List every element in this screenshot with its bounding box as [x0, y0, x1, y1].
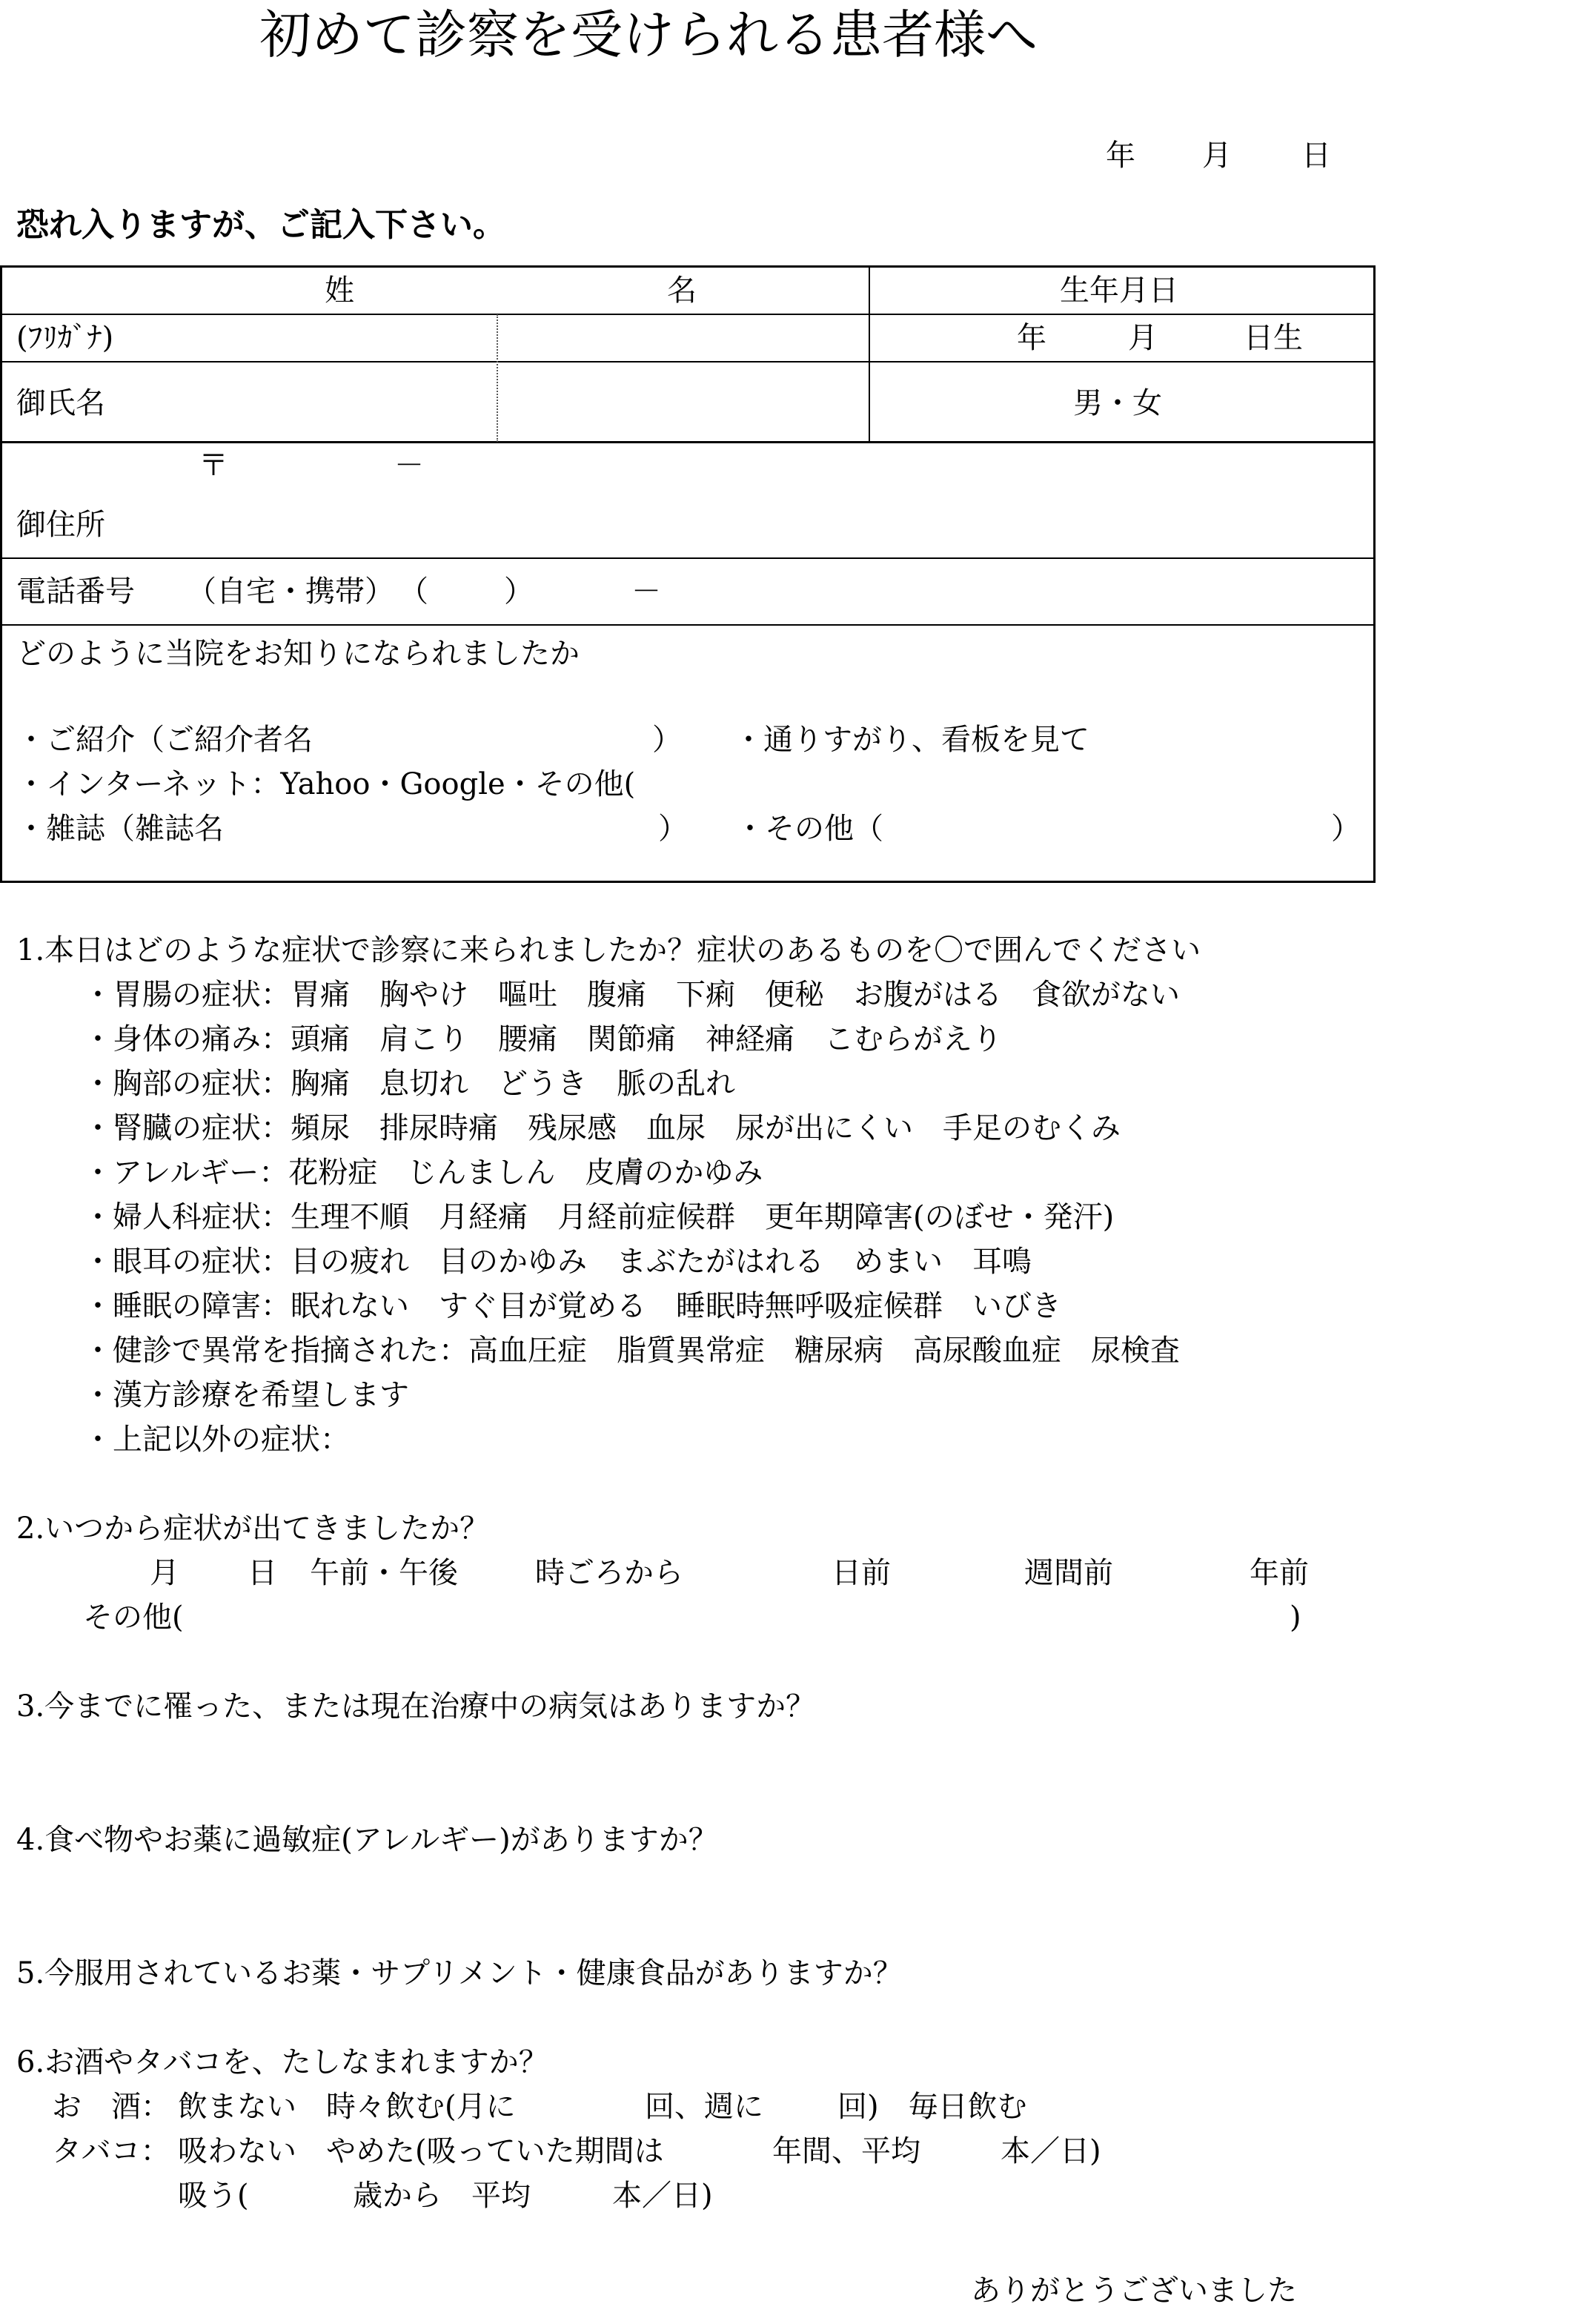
- symptom-item-kampo: ・漢方診療を希望します: [83, 1378, 409, 1412]
- question-1-title: 1.本日はどのような症状で診察に来られましたか？症状のあるものを〇で囲んでください: [16, 933, 1201, 967]
- onset-other: その他(: [83, 1600, 184, 1635]
- request-text: 恐れ入りますが、ご記入下さい。: [16, 206, 505, 244]
- onset-ampm: 午前・午後: [310, 1556, 458, 1590]
- alcohol-label: お 酒：: [52, 2090, 170, 2124]
- alcohol-options: 飲まない 時々飲む(月に: [178, 2090, 516, 2124]
- tobacco-label: タバコ：: [52, 2134, 170, 2168]
- alcohol-weekly: 回、週に: [645, 2090, 763, 2124]
- furigana-label: (ﾌﾘｶﾞﾅ): [16, 321, 114, 355]
- referral-question: どのように当院をお知りになられましたか: [16, 637, 580, 671]
- date-year-label: 年: [1106, 139, 1135, 173]
- referral-other-close: ）: [1331, 812, 1361, 846]
- phone-label: 電話番号: [16, 575, 135, 609]
- phone-paren-close: ）: [504, 575, 534, 609]
- onset-years-ago: 年前: [1250, 1556, 1309, 1590]
- page-title: 初めて診察を受けられる患者様へ: [259, 4, 1038, 65]
- question-3-title: 3.今までに罹った、または現在治療中の病気はありますか？: [16, 1689, 816, 1724]
- surname-header: 姓: [325, 274, 354, 308]
- tobacco-per-day: 本／日): [1001, 2134, 1101, 2168]
- phone-dash: －: [631, 575, 661, 609]
- tobacco-years: 年間、平均: [772, 2134, 920, 2168]
- given-name-header: 名: [667, 274, 697, 308]
- referral-option-introduction: ・ご紹介（ご紹介者名: [16, 723, 313, 757]
- smoke-current: 吸う(: [178, 2179, 249, 2213]
- question-5-title: 5.今服用されているお薬・サプリメント・健康食品がありますか？: [16, 1956, 903, 1990]
- date-day-label: 日: [1301, 139, 1331, 173]
- question-2-title: 2.いつから症状が出てきましたか？: [16, 1512, 490, 1546]
- question-4-title: 4.食べ物やお薬に過敏症(アレルギー)がありますか？: [16, 1823, 718, 1857]
- referral-introduction-close: ）: [652, 723, 682, 757]
- phone-paren-open: （: [399, 575, 428, 609]
- name-label: 御氏名: [16, 386, 105, 420]
- closing-text: ありがとうございました: [971, 2274, 1297, 2308]
- onset-other-close: ): [1290, 1600, 1301, 1635]
- symptom-item-chest: ・胸部の症状：胸痛 息切れ どうき 脈の乱れ: [83, 1067, 735, 1101]
- symptom-item-eye-ear: ・眼耳の症状：目の疲れ 目のかゆみ まぶたがはれる めまい 耳鳴: [83, 1245, 1032, 1279]
- symptom-item-kidney: ・腎臓の症状：頻尿 排尿時痛 残尿感 血尿 尿が出にくい 手足のむくみ: [83, 1111, 1121, 1145]
- referral-magazine-close: ）: [658, 812, 688, 846]
- onset-month: 月: [150, 1556, 179, 1590]
- symptom-item-gynecology: ・婦人科症状：生理不順 月経痛 月経前症候群 更年期障害(のぼせ・発汗): [83, 1200, 1115, 1234]
- postal-dash: －: [394, 448, 424, 483]
- address-label: 御住所: [16, 508, 105, 542]
- postal-mark: 〒: [199, 448, 228, 483]
- symptom-item-other: ・上記以外の症状：: [83, 1423, 350, 1457]
- birth-month-label: 月: [1128, 321, 1158, 355]
- birth-day-label: 日生: [1244, 321, 1303, 355]
- referral-option-passing: ・通りすがり、看板を見て: [734, 723, 1089, 757]
- birth-year-label: 年: [1017, 321, 1046, 355]
- symptom-item-sleep: ・睡眠の障害：眠れない すぐ目が覚める 睡眠時無呼吸症候群 いびき: [83, 1289, 1061, 1323]
- question-6-title: 6.お酒やタバコを、たしなまれますか？: [16, 2045, 548, 2079]
- referral-option-other: ・その他（: [735, 812, 883, 846]
- date-month-label: 月: [1202, 139, 1232, 173]
- tobacco-quit: 吸わない やめた(吸っていた期間は: [178, 2134, 664, 2168]
- onset-day: 日: [248, 1556, 277, 1590]
- onset-weeks-ago: 週間前: [1024, 1556, 1113, 1590]
- smoke-per-day: 本／日): [612, 2179, 713, 2213]
- symptom-item-body-pain: ・身体の痛み：頭痛 肩こり 腰痛 関節痛 神経痛 こむらがえり: [83, 1022, 1002, 1056]
- onset-days-ago: 日前: [832, 1556, 891, 1590]
- symptom-item-checkup: ・健診で異常を指摘された：高血圧症 脂質異常症 糖尿病 高尿酸血症 尿検査: [83, 1334, 1180, 1368]
- alcohol-daily: 回) 毎日飲む: [837, 2090, 1027, 2124]
- birthdate-header: 生年月日: [1060, 274, 1178, 308]
- onset-hour: 時ごろから: [535, 1556, 683, 1590]
- symptom-item-allergy: ・アレルギー：花粉症 じんましん 皮膚のかゆみ: [83, 1156, 763, 1190]
- smoke-since-age: 歳から 平均: [353, 2179, 531, 2213]
- gender-options: 男・女: [1073, 386, 1162, 420]
- referral-option-internet: ・インターネット：Yahoo・Google・その他(: [16, 767, 636, 801]
- referral-option-magazine: ・雑誌（雑誌名: [16, 812, 224, 846]
- phone-type: （自宅・携帯）: [187, 575, 394, 609]
- symptom-item-digestive: ・胃腸の症状：胃痛 胸やけ 嘔吐 腹痛 下痢 便秘 お腹がはる 食欲がない: [83, 978, 1180, 1012]
